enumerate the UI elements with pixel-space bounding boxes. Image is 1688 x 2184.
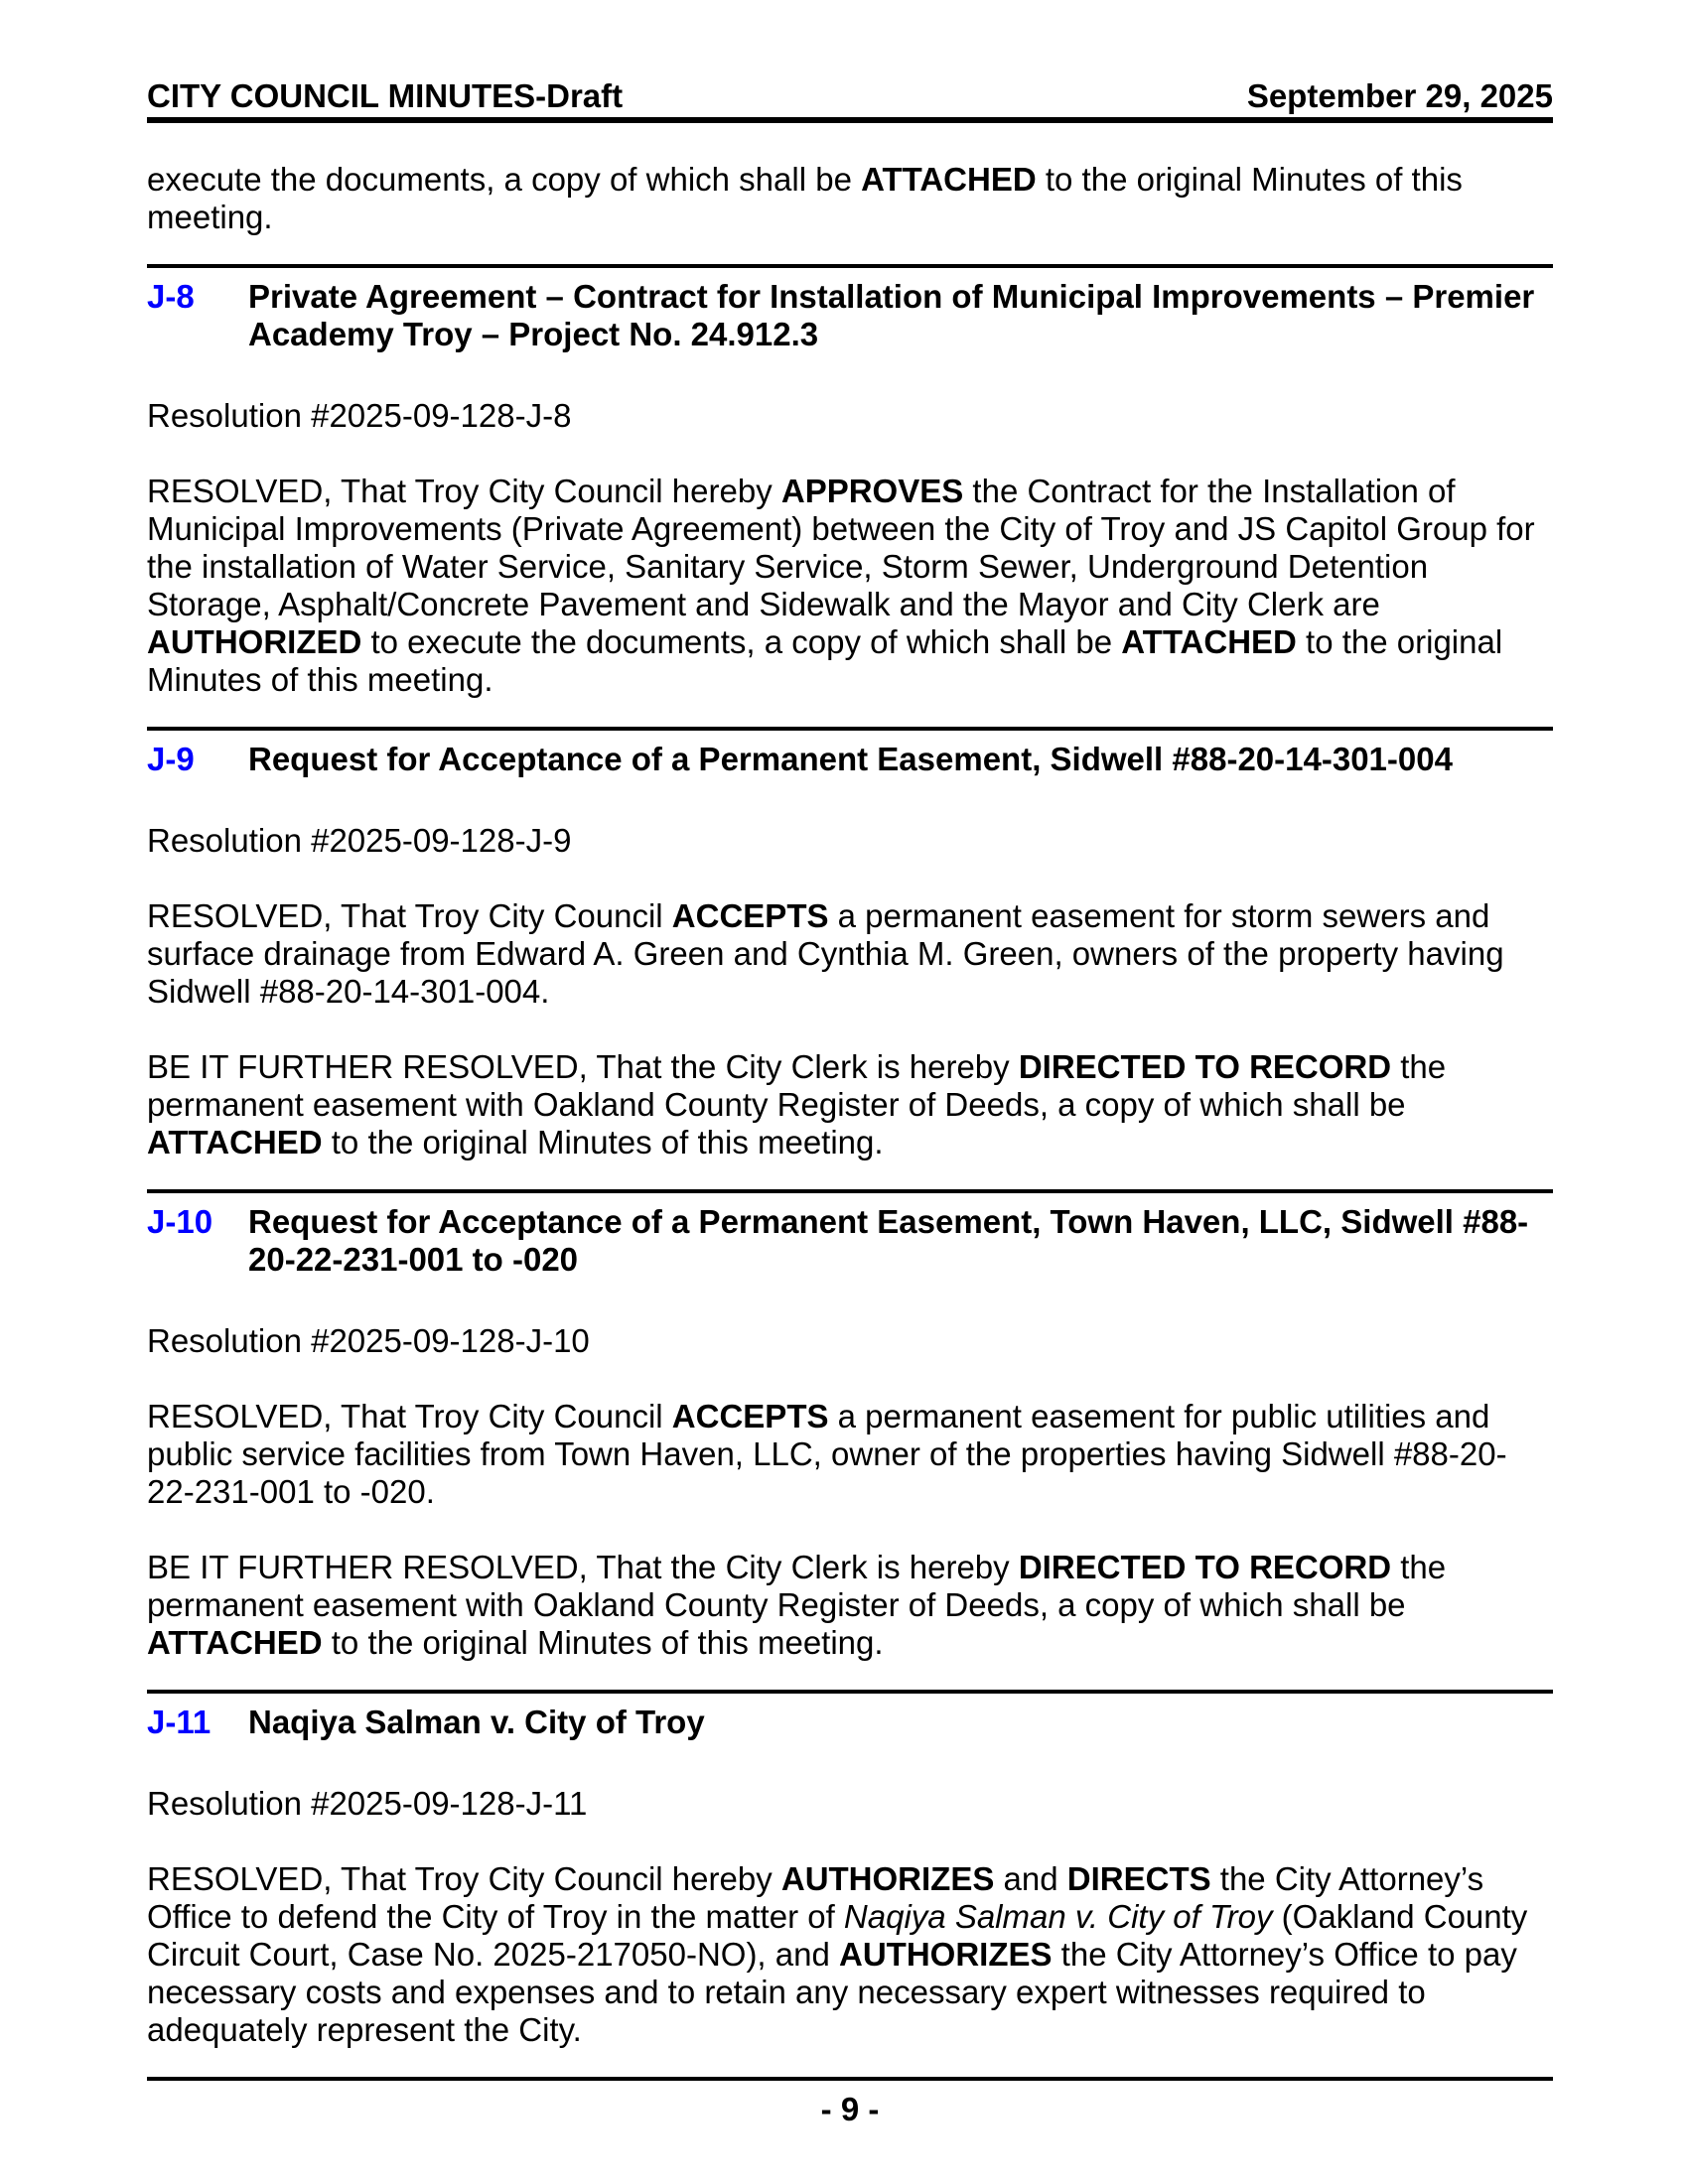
text-run: the Contract for the Installation of Municipal Improvements (Private Agreement) between the City of Troy and JS Capitol Group for the installation of Water Service, Sanitary Service, Storm Sewer, Underground Detention Storage, Asphalt/Concrete Pavement and Sidewalk and the Mayor and City Clerk are <box>147 473 1535 622</box>
section-title: Request for Acceptance of a Permanent Easement, Sidwell #88-20-14-301-004 <box>248 741 1453 777</box>
document-title: CITY COUNCIL MINUTES-Draft <box>147 77 624 114</box>
sections-container <box>147 264 1553 2049</box>
case-name-italic: Naqiya Salman v. City of Troy <box>843 1898 1273 1935</box>
resolution-paragraph <box>147 1048 1553 1161</box>
emphasis-text: ACCEPTS <box>671 1398 829 1434</box>
text-run: RESOLVED, That Troy City Council <box>147 1398 672 1434</box>
section-number: J-9 <box>147 741 195 777</box>
emphasis-text: ATTACHED <box>1121 623 1297 660</box>
section-divider <box>147 727 1553 731</box>
text-run: (Oakland County Circuit Court, Case No. 2025-217050-NO), and <box>147 1898 1528 1973</box>
text-run: to execute the documents, a copy of which shall be <box>361 623 1122 660</box>
section-number: J-10 <box>147 1203 213 1240</box>
emphasis-text: DIRECTS <box>1066 1860 1211 1897</box>
text-run: RESOLVED, That Troy City Council hereby <box>147 473 781 509</box>
section-heading <box>147 278 1553 353</box>
page-number: - 9 - <box>820 2091 880 2127</box>
section-heading <box>147 741 1553 778</box>
text-run: the City Attorney’s Office to defend the City of Troy in the matter of <box>147 1860 1484 1935</box>
text-run: and <box>994 1860 1067 1897</box>
text-run: the permanent easement with Oakland County Register of Deeds, a copy of which shall be <box>147 1549 1447 1623</box>
section-title: Request for Acceptance of a Permanent Easement, Town Haven, LLC, Sidwell #88-20-22-231-001 to -020 <box>248 1203 1529 1278</box>
document-page <box>147 0 1553 2128</box>
resolution-paragraph <box>147 897 1553 1011</box>
emphasis-text: ATTACHED <box>147 1124 323 1160</box>
text-run: BE IT FURTHER RESOLVED, That the City Clerk is hereby <box>147 1549 1019 1585</box>
text-run: to the original Minutes of this meeting. <box>322 1624 884 1661</box>
text-run: to the original Minutes of this meeting. <box>147 161 1463 235</box>
section-divider <box>147 264 1553 268</box>
text-run: a permanent easement for public utilities and public service facilities from Town Haven, LLC, owner of the properties having Sidwell #88-20-22-231-001 to -020. <box>147 1398 1507 1510</box>
text-run: to the original Minutes of this meeting. <box>322 1124 884 1160</box>
text-run: the permanent easement with Oakland County Register of Deeds, a copy of which shall be <box>147 1048 1447 1123</box>
text-run: a permanent easement for storm sewers and surface drainage from Edward A. Green and Cynthia M. Green, owners of the property having Sidwell #88-20-14-301-004. <box>147 897 1504 1010</box>
section-heading <box>147 1704 1553 1741</box>
footer-rule <box>147 2077 1553 2081</box>
emphasis-text: APPROVES <box>780 473 964 509</box>
resolution-number: Resolution #2025-09-128-J-9 <box>147 822 572 859</box>
section-j-8 <box>147 264 1553 699</box>
resolution-number: Resolution #2025-09-128-J-8 <box>147 397 572 434</box>
text-run: RESOLVED, That Troy City Council <box>147 897 672 934</box>
section-heading <box>147 1203 1553 1279</box>
section-number: J-8 <box>147 278 195 315</box>
resolution-paragraph <box>147 1860 1553 2049</box>
emphasis-text: ATTACHED <box>147 1624 323 1661</box>
resolution-paragraph <box>147 1549 1553 1662</box>
text-run: execute the documents, a copy of which shall be <box>147 161 862 198</box>
section-title: Private Agreement – Contract for Installation of Municipal Improvements – Premier Academy Troy – Project No. 24.912.3 <box>248 278 1535 352</box>
emphasis-text: AUTHORIZES <box>839 1936 1053 1973</box>
document-date: September 29, 2025 <box>1246 77 1553 114</box>
resolution-paragraph <box>147 1398 1553 1511</box>
document-header <box>147 79 1553 123</box>
resolution-number: Resolution #2025-09-128-J-11 <box>147 1785 588 1822</box>
emphasis-text: DIRECTED TO RECORD <box>1018 1048 1392 1085</box>
emphasis-text: ATTACHED <box>861 161 1037 198</box>
resolution-paragraph <box>147 473 1553 699</box>
section-j-10 <box>147 1189 1553 1662</box>
section-j-11 <box>147 1690 1553 2049</box>
text-run: BE IT FURTHER RESOLVED, That the City Clerk is hereby <box>147 1048 1019 1085</box>
resolution-number: Resolution #2025-09-128-J-10 <box>147 1322 590 1359</box>
text-run: the City Attorney’s Office to pay necessary costs and expenses and to retain any necessary expert witnesses required to adequately represent the City. <box>147 1936 1517 2048</box>
section-title: Naqiya Salman v. City of Troy <box>248 1704 705 1740</box>
text-run: RESOLVED, That Troy City Council hereby <box>147 1860 781 1897</box>
emphasis-text: DIRECTED TO RECORD <box>1018 1549 1392 1585</box>
text-run: to the original Minutes of this meeting. <box>147 623 1503 698</box>
intro-paragraph <box>147 161 1553 236</box>
section-divider <box>147 1189 1553 1193</box>
section-number: J-11 <box>147 1704 211 1740</box>
section-divider <box>147 1690 1553 1694</box>
section-j-9 <box>147 727 1553 1161</box>
emphasis-text: ACCEPTS <box>671 897 829 934</box>
emphasis-text: AUTHORIZES <box>780 1860 995 1897</box>
emphasis-text: AUTHORIZED <box>147 623 362 660</box>
